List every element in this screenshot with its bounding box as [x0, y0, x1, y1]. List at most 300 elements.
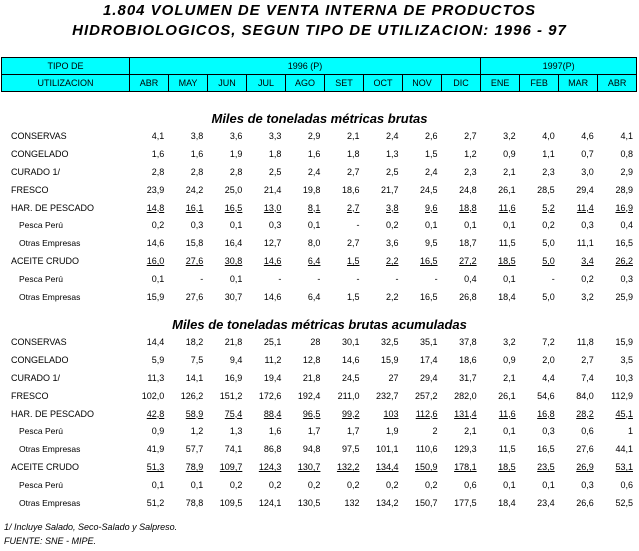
cell-value: 130,7 [297, 462, 321, 473]
table-cell [520, 145, 559, 163]
table-cell [324, 199, 363, 217]
cell-value: 2,5 [386, 166, 399, 177]
table-cell [168, 351, 207, 369]
header-month-0: ABR [130, 75, 169, 92]
cell-value: 134,4 [375, 462, 399, 473]
table-row [1, 145, 637, 163]
section-title-cumulative: Miles de toneladas métricas brutas acumuladas [172, 317, 467, 332]
table-cell [403, 288, 442, 306]
cell-value: 53,1 [615, 462, 633, 473]
table-cell [481, 163, 520, 181]
table-cell [285, 369, 324, 387]
table-cell [481, 216, 520, 234]
cell-value: 35,1 [420, 336, 438, 347]
cell-value: 42,8 [146, 408, 165, 419]
table-cell [363, 216, 402, 234]
cell-value: 0,2 [425, 480, 438, 491]
table-cell [598, 288, 637, 306]
cell-value: 11,5 [498, 444, 516, 455]
table-row [1, 181, 637, 199]
table-cell [129, 199, 168, 217]
table-cell [207, 181, 246, 199]
table-cell [207, 234, 246, 252]
cell-value: 109,7 [219, 462, 243, 473]
cell-value: 24,5 [341, 372, 360, 383]
cell-value: 19,8 [302, 184, 321, 195]
row-label: Pesca Perú [19, 274, 63, 285]
table-cell [246, 476, 285, 494]
cell-value: 88,4 [263, 408, 282, 419]
table-cell [324, 163, 363, 181]
cell-value: 31,7 [459, 372, 477, 383]
cell-value: 26,9 [576, 462, 594, 473]
cell-value: 1,7 [307, 426, 321, 437]
cell-value: 16,9 [224, 372, 243, 383]
cell-value: 4,1 [620, 130, 633, 141]
cell-value: 12,7 [263, 238, 282, 249]
table-cell [324, 127, 363, 145]
cell-value: 12,8 [302, 354, 321, 365]
table-row [1, 127, 637, 145]
table-cell [520, 270, 559, 288]
table-cell [442, 127, 481, 145]
table-title-line1: 1.804 VOLUMEN DE VENTA INTERNA DE PRODUCTOS [102, 2, 537, 19]
cell-value: 1,5 [425, 148, 438, 159]
table-cell [559, 252, 598, 270]
cell-value: 0,7 [581, 148, 594, 159]
cell-value: 84,0 [576, 390, 594, 401]
table-row [1, 405, 637, 423]
cell-value: 232,7 [375, 390, 399, 401]
cell-value: 4,6 [581, 130, 594, 141]
row-label: HAR. DE PESCADO [11, 202, 95, 213]
cell-value: 51,2 [146, 497, 165, 508]
cell-value: 1,9 [229, 148, 243, 159]
cell-value: 7,4 [581, 372, 594, 383]
table-cell [324, 476, 363, 494]
table-cell [520, 252, 559, 270]
cell-value: 23,4 [537, 497, 555, 508]
table-cell [207, 476, 246, 494]
cell-value: 2,7 [346, 238, 360, 249]
table-cell [442, 422, 481, 440]
table-cell [246, 252, 285, 270]
table-cell [168, 369, 207, 387]
table-cell [481, 270, 520, 288]
monthly-data-table [1, 127, 637, 306]
source-note: FUENTE: SNE - MIPE. [4, 536, 97, 546]
cell-value: 25,1 [263, 336, 282, 347]
cell-value: 112,6 [415, 408, 438, 419]
cell-value: 0,4 [464, 274, 477, 285]
cell-value: - [200, 274, 204, 285]
table-cell [246, 440, 285, 458]
cell-value: 4,0 [542, 130, 555, 141]
cell-value: 2,1 [503, 166, 516, 177]
table-cell [559, 163, 598, 181]
table-cell [285, 476, 324, 494]
cell-value: 7,2 [542, 336, 555, 347]
cell-value: 1,5 [346, 256, 360, 267]
header-month-12: ABR [598, 75, 637, 92]
table-cell [285, 288, 324, 306]
cell-value: 44,1 [615, 444, 633, 455]
table-row [1, 458, 637, 476]
cell-value: 0,1 [503, 274, 516, 285]
table-cell [324, 181, 363, 199]
cell-value: 26,1 [498, 390, 516, 401]
table-cell [285, 181, 324, 199]
cell-value: 1,6 [307, 148, 321, 159]
table-cell [598, 333, 637, 351]
table-cell [403, 127, 442, 145]
cell-value: 3,8 [386, 202, 399, 213]
cell-value: 0,1 [151, 480, 165, 491]
cell-value: 0,3 [190, 220, 204, 231]
table-row [1, 288, 637, 306]
cell-value: 54,6 [537, 390, 555, 401]
table-cell [442, 440, 481, 458]
table-cell [129, 440, 168, 458]
table-cell [598, 181, 637, 199]
cell-value: 0,1 [307, 220, 321, 231]
table-cell [285, 252, 324, 270]
row-label: CURADO 1/ [11, 166, 61, 177]
cell-value: 2,1 [346, 130, 360, 141]
table-cell [363, 270, 402, 288]
table-cell [246, 216, 285, 234]
cell-value: 3,2 [581, 291, 594, 302]
cell-value: 13,0 [263, 202, 282, 213]
table-cell [129, 369, 168, 387]
cell-value: 0,2 [268, 480, 282, 491]
cell-value: 0,2 [542, 220, 555, 231]
cell-value: 97,5 [341, 444, 360, 455]
cell-value: 1,8 [268, 148, 282, 159]
cell-value: 2 [432, 426, 438, 437]
table-row [1, 351, 637, 369]
table-row [1, 216, 637, 234]
section-title-monthly: Miles de toneladas métricas brutas [211, 111, 428, 126]
cell-value: 132,2 [336, 462, 360, 473]
table-cell [520, 127, 559, 145]
table-row [1, 387, 637, 405]
table-cell [481, 387, 520, 405]
cell-value: 15,9 [615, 336, 633, 347]
table-cell [168, 288, 207, 306]
table-cell [403, 234, 442, 252]
table-cell [285, 422, 324, 440]
cell-value: 0,1 [229, 274, 243, 285]
cell-value: 102,0 [141, 390, 165, 401]
cell-value: 257,2 [415, 390, 438, 401]
table-cell [324, 288, 363, 306]
table-cell [324, 351, 363, 369]
cell-value: 18,5 [498, 256, 516, 267]
cell-value: 0,8 [620, 148, 633, 159]
cell-value: 24,2 [185, 184, 204, 195]
table-cell [442, 181, 481, 199]
table-cell [168, 405, 207, 423]
cell-value: 14,6 [146, 238, 165, 249]
table-cell [168, 199, 207, 217]
cell-value: 2,0 [542, 354, 555, 365]
table-cell [481, 199, 520, 217]
cell-value: 0,1 [503, 220, 516, 231]
cell-value: 6,4 [307, 256, 321, 267]
table-cell [168, 127, 207, 145]
header-month-3: JUL [247, 75, 286, 92]
table-cell [207, 458, 246, 476]
cell-value: 0,1 [542, 480, 555, 491]
cell-value: 1,7 [346, 426, 360, 437]
table-row [1, 422, 637, 440]
table-cell [481, 127, 520, 145]
row-label: HAR. DE PESCADO [11, 408, 95, 419]
table-cell [207, 270, 246, 288]
table-cell [363, 422, 402, 440]
cell-value: 16,5 [224, 202, 243, 213]
table-cell [168, 145, 207, 163]
table-cell [403, 145, 442, 163]
table-cell [403, 387, 442, 405]
cell-value: 2,8 [190, 166, 204, 177]
cell-value: 14,4 [146, 336, 165, 347]
table-cell [520, 494, 559, 512]
cell-value: 11,6 [498, 408, 516, 419]
table-cell [207, 333, 246, 351]
cell-value: 96,5 [302, 408, 321, 419]
cell-value: 3,5 [620, 354, 633, 365]
table-cell [246, 199, 285, 217]
table-cell [285, 199, 324, 217]
table-cell [403, 216, 442, 234]
cell-value: 0,2 [346, 480, 360, 491]
table-cell [363, 351, 402, 369]
cell-value: 18,4 [498, 291, 516, 302]
table-cell [559, 458, 598, 476]
cell-value: 0,1 [503, 426, 516, 437]
table-cell [246, 369, 285, 387]
table-cell [207, 405, 246, 423]
cell-value: 0,2 [151, 220, 165, 231]
cell-value: 126,2 [180, 390, 204, 401]
cell-value: 26,1 [498, 184, 516, 195]
cell-value: 14,6 [263, 291, 282, 302]
table-cell [246, 494, 285, 512]
cell-value: 134,2 [375, 497, 399, 508]
table-cell [559, 199, 598, 217]
cell-value: 0,1 [503, 480, 516, 491]
cell-value: - [317, 274, 321, 285]
cell-value: 130,5 [297, 497, 321, 508]
table-cell [129, 387, 168, 405]
cell-value: 1 [627, 426, 633, 437]
row-label: ACEITE CRUDO [11, 462, 80, 473]
table-cell [598, 387, 637, 405]
cell-value: 16,1 [185, 202, 204, 213]
table-cell [481, 288, 520, 306]
table-cell [559, 440, 598, 458]
cell-value: 16,5 [420, 291, 438, 302]
cell-value: 27,6 [185, 291, 204, 302]
row-label: FRESCO [11, 184, 49, 195]
table-cell [324, 145, 363, 163]
table-row [1, 476, 637, 494]
table-cell [168, 234, 207, 252]
cell-value: 57,7 [185, 444, 204, 455]
cell-value: 1,2 [464, 148, 477, 159]
table-cell [207, 422, 246, 440]
table-cell [363, 369, 402, 387]
table-cell [246, 288, 285, 306]
row-label: CONGELADO [11, 148, 69, 159]
table-cell [324, 216, 363, 234]
table-cell [207, 199, 246, 217]
table-title-line2: HIDROBIOLOGICOS, SEGUN TIPO DE UTILIZACION: 1996 - 97 [72, 22, 567, 39]
cell-value: 2,2 [386, 291, 399, 302]
cell-value: 0,2 [386, 220, 399, 231]
cell-value: 16,5 [615, 238, 633, 249]
table-cell [129, 145, 168, 163]
table-row [1, 252, 637, 270]
cell-value: 178,1 [454, 462, 477, 473]
table-cell [559, 351, 598, 369]
cell-value: 29,4 [420, 372, 438, 383]
cell-value: 2,3 [464, 166, 477, 177]
header-month-2: JUN [208, 75, 247, 92]
table-cell [520, 369, 559, 387]
cell-value: 25,0 [224, 184, 243, 195]
cell-value: 5,0 [542, 291, 555, 302]
table-cell [246, 163, 285, 181]
cell-value: 0,1 [229, 220, 243, 231]
cell-value: 30,1 [341, 336, 360, 347]
header-month-1: MAY [169, 75, 208, 92]
table-cell [285, 458, 324, 476]
table-cell [442, 270, 481, 288]
cell-value: 26,8 [459, 291, 477, 302]
cell-value: 124,3 [258, 462, 282, 473]
table-cell [520, 351, 559, 369]
table-cell [168, 440, 207, 458]
table-cell [246, 333, 285, 351]
cell-value: 32,5 [380, 336, 399, 347]
cell-value: 18,7 [459, 238, 477, 249]
table-cell [442, 199, 481, 217]
cell-value: - [278, 274, 282, 285]
cell-value: 109,5 [219, 497, 243, 508]
table-cell [285, 145, 324, 163]
table-cell [598, 163, 637, 181]
row-label: FRESCO [11, 390, 49, 401]
cell-value: 28,9 [615, 184, 633, 195]
cell-value: 24,5 [420, 184, 438, 195]
table-cell [520, 234, 559, 252]
table-cell [168, 494, 207, 512]
table-cell [403, 422, 442, 440]
table-cell [481, 145, 520, 163]
cell-value: 14,6 [263, 256, 282, 267]
table-cell [363, 440, 402, 458]
table-cell [168, 270, 207, 288]
table-cell [598, 145, 637, 163]
table-cell [442, 405, 481, 423]
row-label: Pesca Perú [19, 480, 63, 491]
table-cell [559, 405, 598, 423]
table-row [1, 234, 637, 252]
cell-value: 2,9 [620, 166, 633, 177]
cell-value: 0,2 [307, 480, 321, 491]
table-cell [324, 369, 363, 387]
cell-value: 1,3 [386, 148, 399, 159]
cell-value: 1,2 [190, 426, 204, 437]
cell-value: 30,7 [224, 291, 243, 302]
table-cell [363, 387, 402, 405]
table-cell [363, 458, 402, 476]
table-cell [481, 252, 520, 270]
cell-value: 37,8 [459, 336, 477, 347]
table-row [1, 270, 637, 288]
cell-value: 3,2 [503, 336, 516, 347]
table-cell [442, 216, 481, 234]
header-month-6: OCT [364, 75, 403, 92]
table-cell [129, 333, 168, 351]
cell-value: 15,8 [185, 238, 204, 249]
table-cell [520, 288, 559, 306]
cell-value: 0,3 [581, 480, 594, 491]
table-cell [324, 494, 363, 512]
table-cell [481, 181, 520, 199]
table-cell [129, 458, 168, 476]
table-cell [481, 422, 520, 440]
table-cell [207, 369, 246, 387]
table-cell [520, 440, 559, 458]
header-month-4: AGO [286, 75, 325, 92]
table-cell [481, 333, 520, 351]
cell-value: 21,7 [380, 184, 399, 195]
table-cell [520, 216, 559, 234]
cell-value: 2,1 [464, 426, 477, 437]
table-cell [246, 234, 285, 252]
table-cell [520, 333, 559, 351]
cell-value: - [395, 274, 399, 285]
cell-value: 0,3 [581, 220, 594, 231]
table-cell [403, 163, 442, 181]
table-cell [559, 494, 598, 512]
cell-value: 30,8 [224, 256, 243, 267]
table-cell [363, 234, 402, 252]
cell-value: 52,5 [615, 497, 633, 508]
cell-value: 21,8 [302, 372, 321, 383]
cell-value: 1,3 [229, 426, 243, 437]
table-cell [246, 127, 285, 145]
table-cell [598, 405, 637, 423]
header-month-7: NOV [403, 75, 442, 92]
cell-value: 51,3 [146, 462, 165, 473]
table-cell [168, 252, 207, 270]
table-cell [442, 234, 481, 252]
cell-value: 27 [388, 372, 399, 383]
table-cell [129, 234, 168, 252]
cell-value: 0,3 [620, 274, 633, 285]
table-cell [442, 387, 481, 405]
table-cell [168, 476, 207, 494]
cell-value: 131,4 [454, 408, 477, 419]
cell-value: 5,0 [542, 256, 555, 267]
table-cell [520, 458, 559, 476]
table-cell [559, 270, 598, 288]
